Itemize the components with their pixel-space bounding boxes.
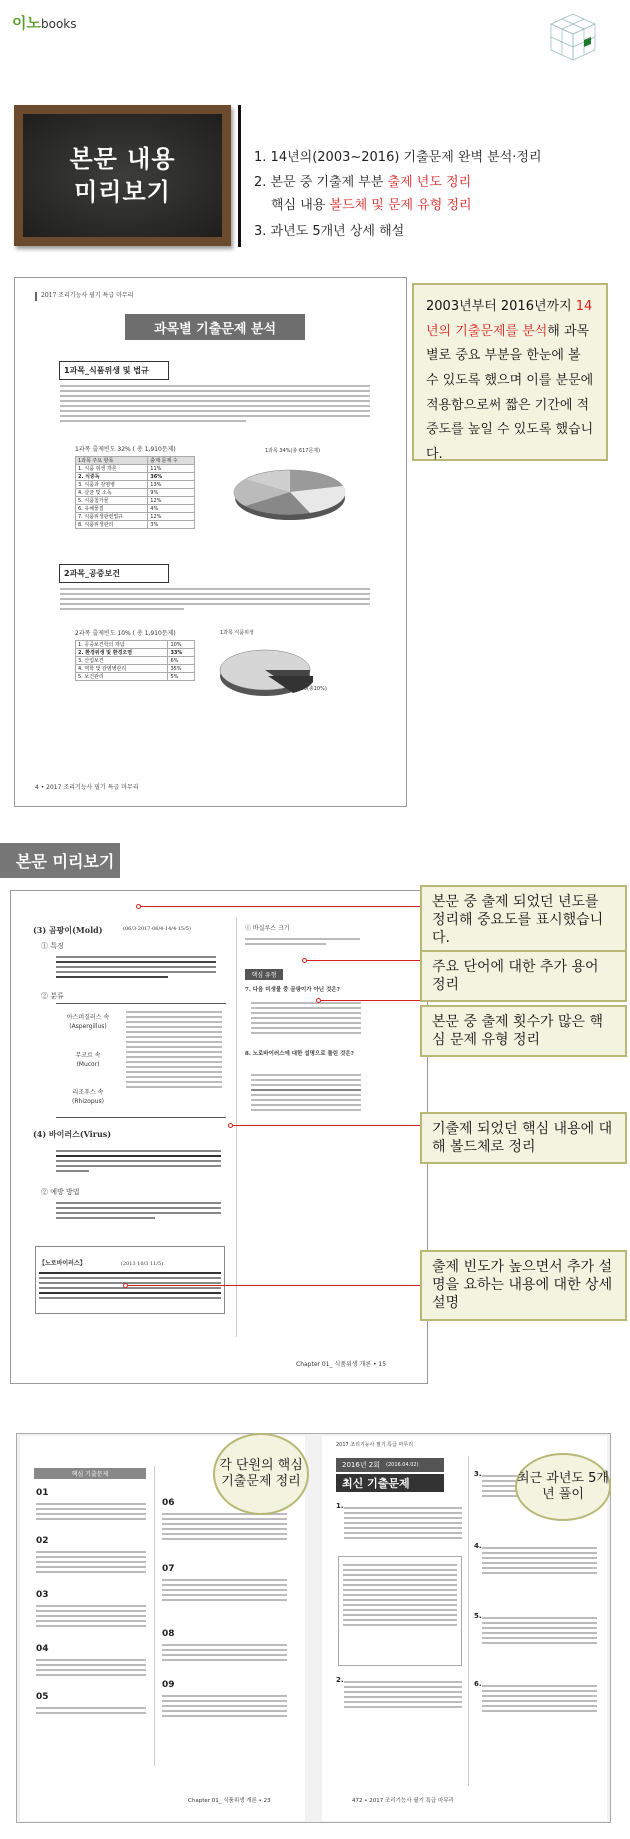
- body-text-lines: [126, 1008, 222, 1091]
- vertical-divider: [238, 105, 241, 247]
- core-type-tag: 핵심 유형: [245, 969, 283, 980]
- note-detail: 출제 빈도가 높으면서 추가 설명을 요하는 내용에 대한 상세 설명: [420, 1250, 627, 1321]
- body-text-lines: [245, 935, 360, 948]
- pie-chart-3d: [210, 638, 340, 708]
- feature-number: 1.: [254, 150, 267, 165]
- table-cell: 2. 환경위생 및 환경오염: [76, 649, 168, 657]
- note-years: 본문 중 출제 되었던 년도를 정리해 중요도를 표시했습니다.: [420, 885, 627, 956]
- table-cell: 5. 식품첨가물: [76, 497, 148, 505]
- answer-lines: [344, 1678, 462, 1711]
- mold-type-name: 리조푸스 속: [72, 1089, 104, 1096]
- answer-lines: [251, 1071, 361, 1114]
- table-cell: 4. 역학 및 감염병관리: [76, 665, 168, 673]
- feature-3: [254, 220, 404, 239]
- leader-line: [304, 960, 433, 961]
- body-text-lines: [56, 1147, 221, 1175]
- prevention-label: ② 예방 방법: [41, 1188, 80, 1196]
- question-number: 1.: [336, 1502, 344, 1510]
- brand-logo[interactable]: [12, 12, 77, 33]
- page-footer: Chapter 01_ 식품위생 개론 • 23: [188, 1798, 271, 1804]
- question-7: 7. 다음 미생물 중 곰팡이가 아닌 것은?: [245, 987, 340, 993]
- mold-table: [56, 1003, 226, 1118]
- feature-number: 3.: [254, 224, 267, 239]
- table-cell: 36%: [148, 473, 195, 481]
- table-cell: 13%: [148, 481, 195, 489]
- exam-badge-label: 2016년 2회: [342, 1461, 381, 1469]
- note-core-types: 본문 중 출제 횟수가 많은 핵심 문제 유형 정리: [420, 1005, 627, 1057]
- table-cell: 10%: [168, 641, 195, 649]
- leader-dot: [302, 958, 307, 963]
- question-number: 6.: [474, 1680, 482, 1688]
- feature-highlight: 볼드체 및 문제 유형 정리: [329, 198, 472, 213]
- table-cell: 3%: [148, 521, 195, 529]
- table-cell: 5%: [168, 673, 195, 681]
- table-cell: 4%: [148, 505, 195, 513]
- table-cell: 2. 식중독: [76, 473, 148, 481]
- table-cell: 6. 유해물질: [76, 505, 148, 513]
- table-cell: 3. 산업보건: [76, 657, 168, 665]
- table-cell: 6%: [168, 657, 195, 665]
- item3-title: (3) 곰팡이(Mold): [33, 925, 103, 935]
- feature-label: ① 특징: [41, 942, 64, 950]
- question-8: 8. 노로바이러스에 대한 설명으로 틀린 것은?: [245, 1051, 354, 1057]
- logo-suffix: books: [40, 17, 77, 31]
- classification-label: ② 분류: [41, 992, 64, 1000]
- page-footer: Chapter 01_ 식품위생 개론 • 15: [296, 1361, 387, 1368]
- column-divider: [236, 917, 237, 1337]
- answer-lines: [36, 1548, 146, 1576]
- board-title-line1: 본문 내용: [69, 145, 176, 174]
- item4-title: (4) 바이러스(Virus): [33, 1129, 112, 1139]
- table-header: 출제 문제 수: [148, 457, 195, 465]
- leader-line: [318, 1000, 433, 1001]
- feature-text: 과년도 5개년 상세 해설: [270, 224, 405, 239]
- subject2-heading: 2과목_공중보건: [59, 564, 169, 583]
- table-cell: 12%: [148, 497, 195, 505]
- pie2-side-label: 2과목 189(총10%): [283, 686, 327, 692]
- subject1-table: [75, 456, 195, 529]
- table-cell: 33%: [168, 649, 195, 657]
- column-divider: [154, 1466, 155, 1766]
- question-number: 03: [36, 1590, 49, 1600]
- answer-lines: [36, 1704, 146, 1717]
- running-head: 2017 조리기능사 필기 특급 마무리: [336, 1442, 414, 1448]
- leader-dot: [316, 998, 321, 1003]
- answer-lines: [162, 1692, 287, 1720]
- mold-type: [58, 1052, 118, 1069]
- cube-grid-icon: [545, 10, 600, 65]
- feature-2b: [271, 194, 472, 213]
- answer-lines: [482, 1614, 597, 1647]
- exam-badge-date: (2016.04.02): [386, 1462, 419, 1468]
- question-number: 01: [36, 1488, 49, 1498]
- page-footer: 472 • 2017 조리기능사 필기 특급 마무리: [352, 1798, 454, 1804]
- table-header: 1과목 주요 항목: [76, 457, 148, 465]
- table-cell: 4. 살균 및 소독: [76, 489, 148, 497]
- feature-number: 2.: [254, 175, 267, 190]
- feature-text: 핵심 내용: [271, 198, 330, 213]
- leader-dot: [123, 1283, 128, 1288]
- table-cell: 9%: [148, 489, 195, 497]
- body-text-lines: [56, 1199, 221, 1222]
- bubble-recent-exams: 최근 과년도 5개년 풀이: [515, 1453, 611, 1521]
- table2-title: 2과목 출제빈도 10% ( 총 1,910문제): [75, 630, 176, 637]
- table1-title: 1과목 출제빈도 32% ( 총 1,910문제): [75, 446, 176, 453]
- callout-highlight: 14년의 기출문제를 분석: [426, 299, 593, 339]
- question-number: 5.: [474, 1612, 482, 1620]
- table-cell: 5. 보건관리: [76, 673, 168, 681]
- norovirus-years: (2013 10/3 11/5): [120, 1261, 164, 1267]
- feature-highlight: 출제 년도 정리: [387, 175, 472, 190]
- left-page-head: 핵심 기출문제: [34, 1468, 146, 1479]
- subject2-table: [75, 640, 195, 681]
- table-cell: 1. 공중보건학의 개념: [76, 641, 168, 649]
- answer-lines: [482, 1682, 597, 1715]
- explanation-box: [338, 1556, 462, 1666]
- leader-line: [125, 1285, 433, 1286]
- analysis-callout: [412, 283, 608, 461]
- question-number: 4.: [474, 1542, 482, 1550]
- question-number: 07: [162, 1564, 175, 1574]
- column-divider: [468, 1456, 469, 1786]
- section-tab-body-preview[interactable]: 본문 미리보기: [0, 843, 120, 878]
- question-number: 08: [162, 1629, 175, 1639]
- mold-type-sub: (Rhizopus): [72, 1097, 104, 1105]
- answer-lines: [344, 1504, 462, 1542]
- table-cell: 12%: [148, 513, 195, 521]
- page-footer: 4 • 2017 조리기능사 필기 특급 마무리: [35, 784, 139, 791]
- mold-type: [58, 1089, 118, 1106]
- mold-type: [58, 1014, 118, 1031]
- running-head: 2017 조리기능사 필기 특급 마무리: [35, 292, 133, 301]
- answer-lines: [339, 1557, 461, 1633]
- page-title: 과목별 기출문제 분석: [125, 314, 305, 340]
- subject1-heading: 1과목_식품위생 및 법규: [59, 361, 169, 380]
- question-number: 2.: [336, 1676, 344, 1684]
- table-cell: 1. 식품 위생 개론: [76, 465, 148, 473]
- answer-lines: [162, 1510, 287, 1543]
- body-text-lines: [56, 953, 216, 981]
- norovirus-box: [35, 1246, 225, 1314]
- bubble-core-questions: 각 단원의 핵심 기출문제 정리: [213, 1433, 309, 1515]
- analysis-page-preview: [14, 277, 407, 807]
- mold-type-name: 아스퍼질러스 속: [66, 1014, 110, 1021]
- feature-text: 본문 중 기출제 부분: [270, 175, 388, 190]
- body-page-preview: [10, 890, 428, 1384]
- question-number: 3.: [474, 1470, 482, 1478]
- pie1-label: 1과목 34%(총 617문제): [265, 448, 321, 454]
- answer-lines: [36, 1602, 146, 1630]
- body-text-lines: [60, 585, 370, 613]
- answer-lines: [162, 1576, 287, 1604]
- question-number: 02: [36, 1536, 49, 1546]
- answer-lines: [251, 999, 361, 1037]
- question-number: 06: [162, 1498, 175, 1508]
- table-cell: 8. 식품위생관리: [76, 521, 148, 529]
- norovirus-title: 【노로바이러스】: [39, 1260, 86, 1267]
- answer-lines: [162, 1641, 287, 1664]
- table-cell: 35%: [168, 665, 195, 673]
- question-number: 04: [36, 1644, 49, 1654]
- item3-years: (06/3·2017·06/4·14/4·15/5): [123, 926, 191, 932]
- leader-dot: [136, 904, 141, 909]
- mold-type-sub: (Aspergillus): [69, 1022, 107, 1030]
- logo-prefix: 이노: [12, 14, 41, 32]
- side-box-title: ① 바실루스 크기: [245, 925, 290, 932]
- leader-line: [138, 906, 433, 907]
- pie-chart-3d: [215, 454, 365, 534]
- question-number: 09: [162, 1680, 175, 1690]
- answer-lines: [36, 1500, 146, 1523]
- callout-text: 해 과목별로 중요 부분을 한눈에 볼 수 있도록 했으며 이를 분문에 적용함으로써 짧은 기간에 적중도를 높일 수 있도록 했습니다.: [426, 323, 594, 463]
- leader-line: [230, 1125, 433, 1126]
- table-cell: 7. 식품위생관련법규: [76, 513, 148, 521]
- body-text-lines: [60, 382, 370, 425]
- table-cell: 11%: [148, 465, 195, 473]
- table-cell: 3. 식품과 감염병: [76, 481, 148, 489]
- board-title-line2: 미리보기: [74, 177, 171, 206]
- feature-1: [254, 146, 542, 165]
- leader-dot: [228, 1123, 233, 1128]
- note-bold: 기출제 되었던 핵심 내용에 대해 볼드체로 정리: [420, 1112, 627, 1164]
- feature-2: [254, 171, 471, 190]
- feature-text: 14년의(2003~2016) 기출문제 완벽 분석·정리: [270, 150, 542, 165]
- chalkboard: [14, 105, 231, 246]
- answer-lines: [36, 1656, 146, 1679]
- answer-lines: [482, 1544, 597, 1577]
- mold-type-name: 무코르 속: [75, 1052, 101, 1059]
- note-terms: 주요 단어에 대한 추가 용어 정리: [420, 950, 627, 1002]
- mold-type-sub: (Mucor): [76, 1060, 100, 1068]
- pie2-label: 1과목 식품위생: [220, 630, 254, 636]
- question-number: 05: [36, 1692, 49, 1702]
- exam-badge: [336, 1458, 444, 1472]
- right-page-title: 최신 기출문제: [336, 1474, 444, 1492]
- callout-text: 2003년부터 2016년까지: [426, 299, 576, 314]
